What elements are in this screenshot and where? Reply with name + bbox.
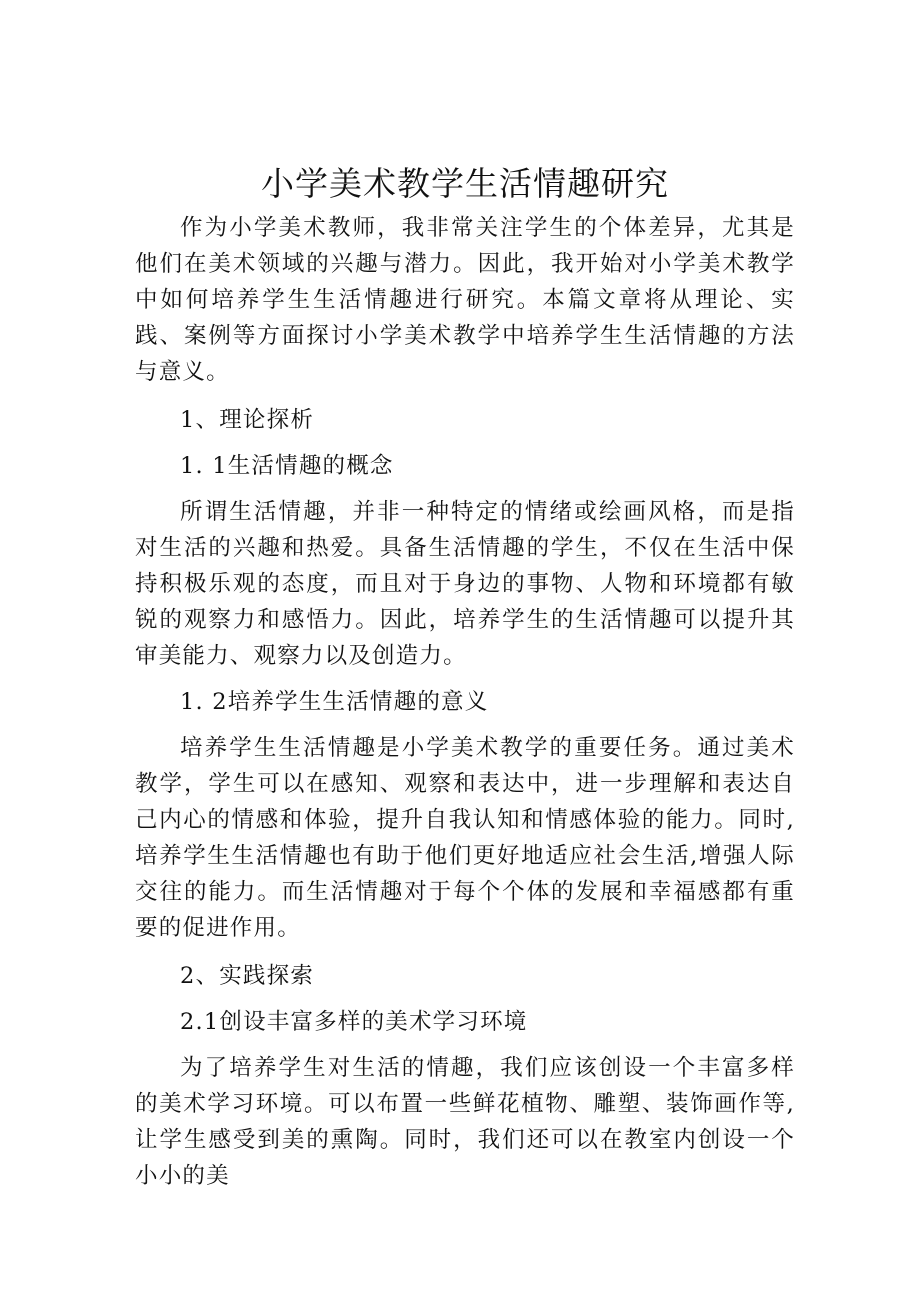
- document-title: 小学美术教学生活情趣研究: [261, 164, 669, 203]
- section-heading-practice: 2、实践探索: [180, 963, 315, 989]
- section-heading-theory: 1、理论探析: [180, 407, 315, 433]
- subsection-heading-environment: 2.1创设丰富多样的美术学习环境: [180, 1009, 528, 1035]
- concept-paragraph: 所谓生活情趣，并非一种特定的情绪或绘画风格，而是指对生活的兴趣和热爱。具备生活情趣的学生，不仅在生活中保持积极乐观的态度，而且对于身边的事物、人物和环境都有敏锐的观察力和感悟力。因此，培养学生的生活情趣可以提升其审美能力、观察力以及创造力。: [135, 499, 795, 669]
- document-body: [135, 162, 795, 1194]
- significance-paragraph: 培养学生生活情趣是小学美术教学的重要任务。通过美术教学，学生可以在感知、观察和表达中，进一步理解和表达自己内心的情感和体验，提升自我认知和情感体验的能力。同时,培养学生生活情趣也有助于他们更好地适应社会生活,增强人际交往的能力。而生活情趣对于每个个体的发展和幸福感都有重要的促进作用。: [135, 735, 795, 941]
- intro-paragraph: 作为小学美术教师，我非常关注学生的个体差异，尤其是他们在美术领域的兴趣与潜力。因此，我开始对小学美术教学中如何培养学生生活情趣进行研究。本篇文章将从理论、实践、案例等方面探讨小学美术教学中培养学生生活情趣的方法与意义。: [135, 215, 795, 385]
- subsection-heading-significance: 1. 2培养学生生活情趣的意义: [180, 689, 489, 715]
- subsection-heading-concept: 1. 1生活情趣的概念: [180, 453, 394, 479]
- environment-paragraph: 为了培养学生对生活的情趣，我们应该创设一个丰富多样的美术学习环境。可以布置一些鲜花植物、雕塑、装饰画作等,让学生感受到美的熏陶。同时，我们还可以在教室内创设一个小小的美: [135, 1055, 795, 1189]
